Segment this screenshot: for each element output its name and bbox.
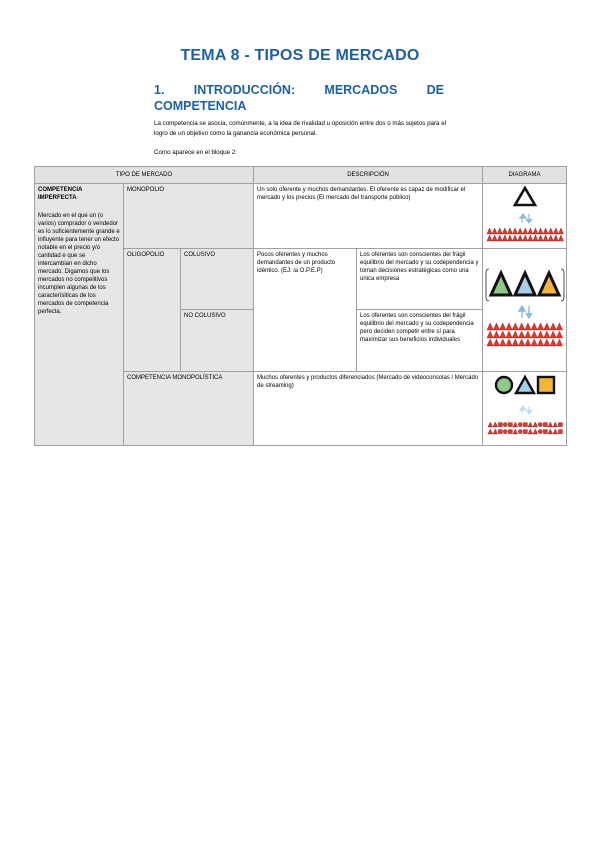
row-monopolio — [35, 184, 567, 249]
section-heading-line2: COMPETENCIA — [154, 99, 247, 113]
mixed-red-shapes-icon — [488, 422, 562, 434]
colusivo-label: COLUSIVO — [181, 249, 254, 310]
exchange-arrows-icon — [519, 306, 532, 318]
exchange-arrows-icon — [520, 406, 532, 414]
blue-triangle-icon — [516, 377, 534, 393]
market-types-table — [34, 166, 567, 446]
monopolio-description: Un solo oferente y muchos demandantes. El oferente es capaz de modificar el mercado y los precios (El mercado del transporte público) — [254, 184, 483, 249]
no-colusivo-label: NO COLUSIVO — [181, 310, 254, 372]
header-diagrama: DIAGRAMA — [483, 167, 567, 184]
imperfect-cell — [35, 184, 124, 446]
oligopolio-description: Pocos oferentes y muchos demandantes de un producto idéntico. (EJ: la O.P.E.P) — [254, 249, 357, 372]
oligopolio-label: OLIGOPOLIO — [124, 249, 181, 372]
colusivo-text: Los oferentes son conscientes del frágil equilibrio del mercado y su codependencia y toman decisiones estratégicas como una única empresa — [357, 249, 483, 310]
imperfect-title: COMPETENCIA IMPERFECTA — [38, 187, 83, 201]
green-triangle-icon — [491, 273, 511, 295]
monopolio-label: MONOPOLIO — [124, 184, 254, 249]
monopolistica-diagram — [483, 372, 567, 446]
monopolistica-label: COMPETENCIA MONOPOLÍSTICA — [124, 372, 254, 446]
exchange-arrows-icon — [520, 214, 532, 223]
yellow-square-icon — [538, 377, 554, 393]
intro-paragraph: La competencia se asocia, comúnmente, a la idea de rivalidad u oposición entre dos o más sujetos para el logro de un objetivo como la ganancia económica personal. — [154, 120, 447, 137]
yellow-triangle-icon — [539, 273, 559, 295]
monopolistica-description: Muchos oferentes y productos diferenciados (Mercado de videoconsolas / Mercado de streaming) — [254, 372, 483, 446]
oligopolio-diagram — [483, 249, 567, 372]
monopolio-diagram — [483, 184, 567, 249]
header-descripcion: DESCRIPCIÓN — [254, 167, 483, 184]
many-red-triangles-icon — [487, 228, 564, 241]
blue-triangle-icon — [515, 273, 535, 295]
many-red-triangles-icon — [487, 323, 563, 346]
green-circle-icon — [496, 377, 512, 393]
section-heading — [154, 82, 444, 114]
header-tipo: TIPO DE MERCADO — [35, 167, 254, 184]
imperfect-text: Mercado en el que un (o varios) comprador o vendedor es lo suficientemente grande e influyente para tener un efecto notable en el precio y/o cantidad e que se intercambian en dicho mercado. Digamos que los mercados no compelitivos incumplen algunas de los caracterísiticas de los mercados de competencia perfecta. — [38, 213, 120, 315]
section-heading-line1: 1. INTRODUCCIÓN: MERCADOS DE — [154, 83, 444, 97]
table-header-row — [35, 167, 567, 184]
no-colusivo-text: Los oferentes son conscientes del frágil equilibrio del mercado y su codependencia pero deciden competir entre sí para maximizar sus beneficios individuales — [357, 310, 483, 372]
document-title: TEMA 8 - TIPOS DE MERCADO — [180, 47, 420, 64]
block-note: Como aparece en el bloque 2: — [154, 149, 237, 156]
single-triangle-icon — [515, 188, 535, 205]
